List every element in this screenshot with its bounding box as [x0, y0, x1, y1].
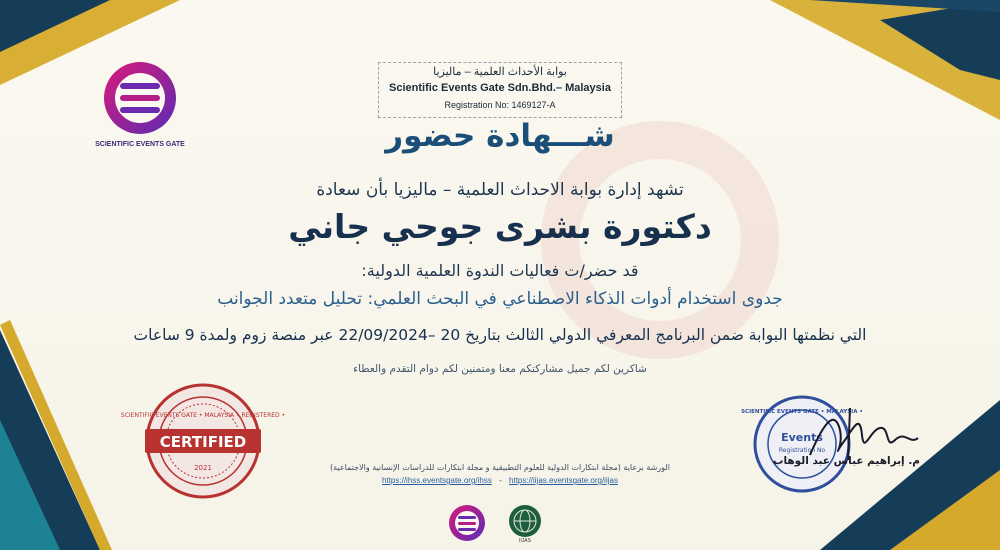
- attended-text: قد حضر/ت فعاليات الندوة العلمية الدولية:: [361, 261, 639, 280]
- ihss-link[interactable]: https://ihss.eventsgate.org/ihss: [382, 476, 492, 485]
- certified-stamp-icon: [120, 382, 286, 500]
- link-separator: -: [499, 476, 502, 485]
- journal-links: [350, 476, 650, 485]
- organization-name-english: Scientific Events Gate Sdn.Bhd.– Malaysia: [389, 82, 611, 94]
- footer-gate-logo-icon: [446, 502, 488, 544]
- organization-box: [378, 62, 622, 118]
- intro-text: تشهد إدارة بوابة الاحداث العلمية – ماليزيا بأن سعادة: [316, 180, 684, 200]
- iijas-link[interactable]: https://iijas.eventsgate.org/iijas: [509, 476, 618, 485]
- seminar-topic: جدوى استخدام أدوات الذكاء الاصطناعي في البحث العلمي: تحليل متعدد الجوانب: [217, 289, 783, 309]
- stamp-year: 2021: [194, 464, 212, 472]
- journal-globe-icon: [505, 502, 545, 540]
- seal-center-text: Events: [781, 431, 823, 444]
- sponsor-text: الورشة برعاية (مجلة ابتكارات الدولية للعلوم التطبيقية و مجلة ابتكارات للدراسات الإنسانية والاجتماعية): [330, 463, 670, 472]
- stamp-label: CERTIFIED: [159, 433, 247, 451]
- journal-caption: IIJAS: [519, 538, 531, 544]
- recipient-name: دكتورة بشرى جوحي جاني: [288, 207, 712, 246]
- thanks-text: شاكرين لكم جميل مشاركتكم معنا ومتمنين لكم دوام التقدم والعطاء: [353, 363, 647, 375]
- logo-caption: SCIENTIFIC EVENTS GATE: [95, 141, 185, 148]
- event-details: التي نظمتها البوابة ضمن البرنامج المعرفي الدولي الثالث بتاريخ 20 –22/09/2024 عبر منصة زوم ولمدة 9 ساعات: [133, 326, 867, 344]
- stamp-ring-text: SCIENTIFIC EVENTS GATE • MALAYSIA • REGISTERED •: [120, 412, 286, 419]
- registration-number: Registration No: 1469127-A: [444, 100, 556, 110]
- certificate-title: شـــهادة حضور: [385, 118, 615, 154]
- seal-sub-text: Registration No: [778, 447, 826, 454]
- signatory-name: م. إبراهيم عباس عبد الوهاب: [772, 455, 920, 467]
- seal-ring-text: SCIENTIFIC EVENTS GATE • MALAYSIA •: [741, 409, 863, 415]
- organization-name-arabic: بوابة الأحداث العلمية – ماليزيا: [433, 66, 567, 78]
